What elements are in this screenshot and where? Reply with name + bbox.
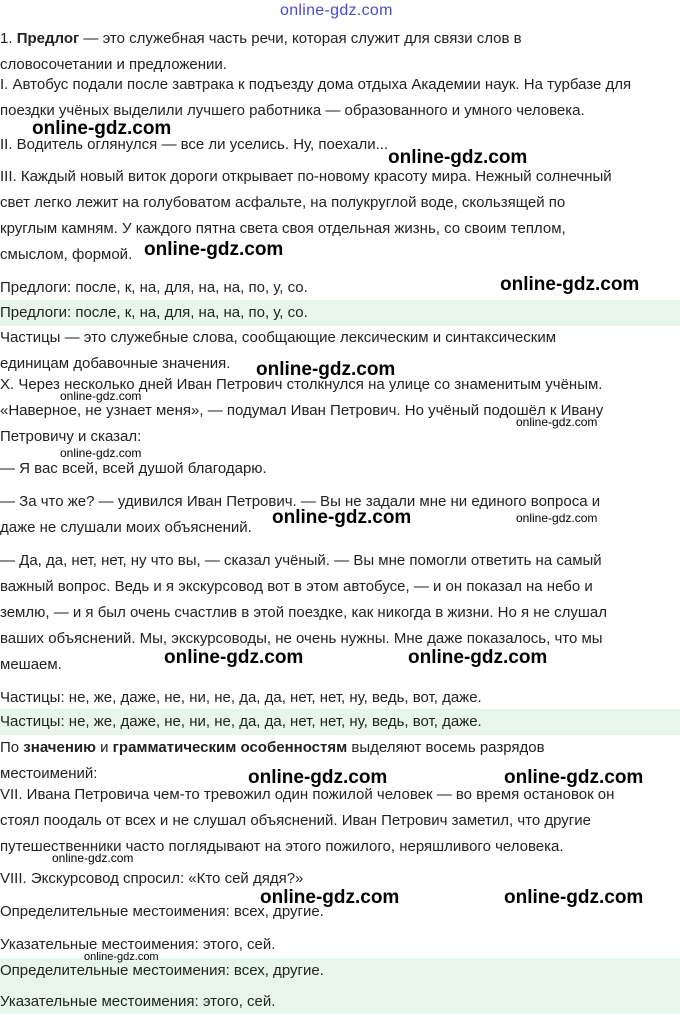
particles-definition-1: Частицы — это служебные слова, сообщающие лексическим и синтаксическим bbox=[0, 329, 557, 346]
demonstrative-pronouns-answer-highlighted: Указательные местоимения: этого, сей. bbox=[0, 990, 680, 1014]
watermark: online-gdz.com bbox=[272, 507, 412, 528]
definitive-pronouns-answer-highlighted: Определительные местоимения: всех, другие. bbox=[0, 958, 680, 990]
watermark: online-gdz.com bbox=[260, 887, 400, 908]
text-line-iii-4: смыслом, формой. bbox=[0, 246, 133, 263]
watermark: online-gdz.com bbox=[256, 359, 396, 380]
text-line-viii: VIII. Экскурсовод спросил: «Кто сей дядя?» bbox=[0, 870, 304, 887]
watermark: online-gdz.com bbox=[504, 887, 644, 908]
preposition-definition-line bbox=[0, 26, 680, 52]
dialogue-line-3d: ваших объяснений. Мы, экскурсоводы, не очень нужны. Мне даже показалось, что мы bbox=[0, 630, 603, 647]
dialogue-line-3a: — Да, да, нет, нет, ну что вы, — сказал учёный. — Вы мне помогли ответить на самый bbox=[0, 552, 602, 569]
watermark: online-gdz.com bbox=[144, 239, 284, 260]
demonstrative-pronouns-answer: Указательные местоимения: этого, сей. bbox=[0, 936, 276, 953]
definition-text: — это служебная часть речи, которая служит для связи слов в bbox=[79, 30, 522, 47]
text-line-iii-3: круглым камням. У каждого пятна света своя отдельная жизнь, со своим теплом, bbox=[0, 220, 566, 237]
term-predlog: Предлог bbox=[16, 30, 80, 47]
pronouns-intro bbox=[0, 735, 680, 761]
prepositions-answer: Предлоги: после, к, на, для, на, на, по, у, со. bbox=[0, 279, 308, 296]
watermark-small: online-gdz.com bbox=[516, 415, 598, 429]
watermark: online-gdz.com bbox=[164, 647, 304, 668]
watermark-small: online-gdz.com bbox=[52, 851, 134, 865]
prepositions-answer-highlighted: Предлоги: после, к, на, для, на, на, по, у, со. bbox=[0, 300, 680, 326]
text-line-iii-2: свет легко лежит на голубоватом асфальте, на полукруглой воде, скользящей по bbox=[0, 194, 566, 211]
watermark-small: online-gdz.com bbox=[516, 511, 598, 525]
dialogue-line-2a: — За что же? — удивился Иван Петрович. — Вы не задали мне ни единого вопроса и bbox=[0, 493, 601, 510]
text-line-ii: II. Водитель оглянулся — все ли уселись. Ну, поехали... bbox=[0, 136, 389, 153]
definitive-pronouns-answer: Определительные местоимения: всех, другие. bbox=[0, 903, 324, 920]
pronouns-intro-c: и bbox=[95, 739, 113, 756]
watermark-top: online-gdz.com bbox=[280, 2, 393, 19]
text-line-x-3: Петровичу и сказал: bbox=[0, 428, 142, 445]
pronouns-intro-a: По bbox=[0, 739, 24, 756]
dialogue-line-3c: землю, — и я был очень счастлив в этой поездке, как никогда в жизни. Но я не слушал bbox=[0, 604, 607, 621]
dialogue-line-3e: мешаем. bbox=[0, 656, 62, 673]
particles-definition-2: единицам добавочные значения. bbox=[0, 355, 231, 372]
watermark: online-gdz.com bbox=[500, 274, 640, 295]
watermark-small: online-gdz.com bbox=[84, 951, 159, 963]
watermark: online-gdz.com bbox=[504, 767, 644, 788]
watermark-small: online-gdz.com bbox=[60, 446, 142, 460]
dialogue-line-3b: важный вопрос. Ведь и я экскурсовод вот в этом автобусе, — и он показал на небо и bbox=[0, 578, 593, 595]
text-line-x-2: «Наверное, не узнает меня», — подумал Иван Петрович. Но учёный подошёл к Ивану bbox=[0, 402, 604, 419]
dialogue-line-2b: даже не слушали моих объяснений. bbox=[0, 519, 252, 536]
watermark-small: online-gdz.com bbox=[60, 389, 142, 403]
pronouns-intro-e: выделяют восемь разрядов bbox=[347, 739, 545, 756]
particles-answer-highlighted: Частицы: не, же, даже, не, ни, не, да, да, нет, нет, ну, ведь, вот, даже. bbox=[0, 709, 680, 735]
pronouns-intro-2: местоимений: bbox=[0, 765, 98, 782]
text-line-iii-1: III. Каждый новый виток дороги открывает по-новому красоту мира. Нежный солнечный bbox=[0, 168, 612, 185]
watermark: online-gdz.com bbox=[248, 767, 388, 788]
text-line-x-1: X. Через несколько дней Иван Петрович столкнулся на улице со знаменитым учёным. bbox=[0, 376, 603, 393]
dialogue-line-1: — Я вас всей, всей душой благодарю. bbox=[0, 460, 267, 477]
definition-number: 1. bbox=[0, 30, 13, 47]
term-grammar: грамматическим особенностям bbox=[112, 739, 348, 756]
particles-answer: Частицы: не, же, даже, не, ни, не, да, да, нет, нет, ну, ведь, вот, даже. bbox=[0, 689, 482, 706]
watermark: online-gdz.com bbox=[388, 147, 528, 168]
text-line-vii-2: стоял поодаль от всех и не слушал объяснений. Иван Петрович заметил, что другие bbox=[0, 812, 591, 829]
text-line-i-1: I. Автобус подали после завтрака к подъезду дома отдыха Академии наук. На турбазе для bbox=[0, 76, 632, 93]
text-line-vii-1: VII. Ивана Петровича чем-то тревожил один пожилой человек — во время остановок он bbox=[0, 786, 615, 803]
watermark: online-gdz.com bbox=[408, 647, 548, 668]
watermark: online-gdz.com bbox=[32, 118, 172, 139]
preposition-definition-line-2: словосочетании и предложении. bbox=[0, 56, 227, 73]
text-line-i-2: поездки учёных выделили лучшего работника — образованного и умного человека. bbox=[0, 102, 585, 119]
text-line-vii-3: путешественники часто поглядывают на этого пожилого, неряшливого человека. bbox=[0, 838, 564, 855]
term-meaning: значению bbox=[23, 739, 96, 756]
